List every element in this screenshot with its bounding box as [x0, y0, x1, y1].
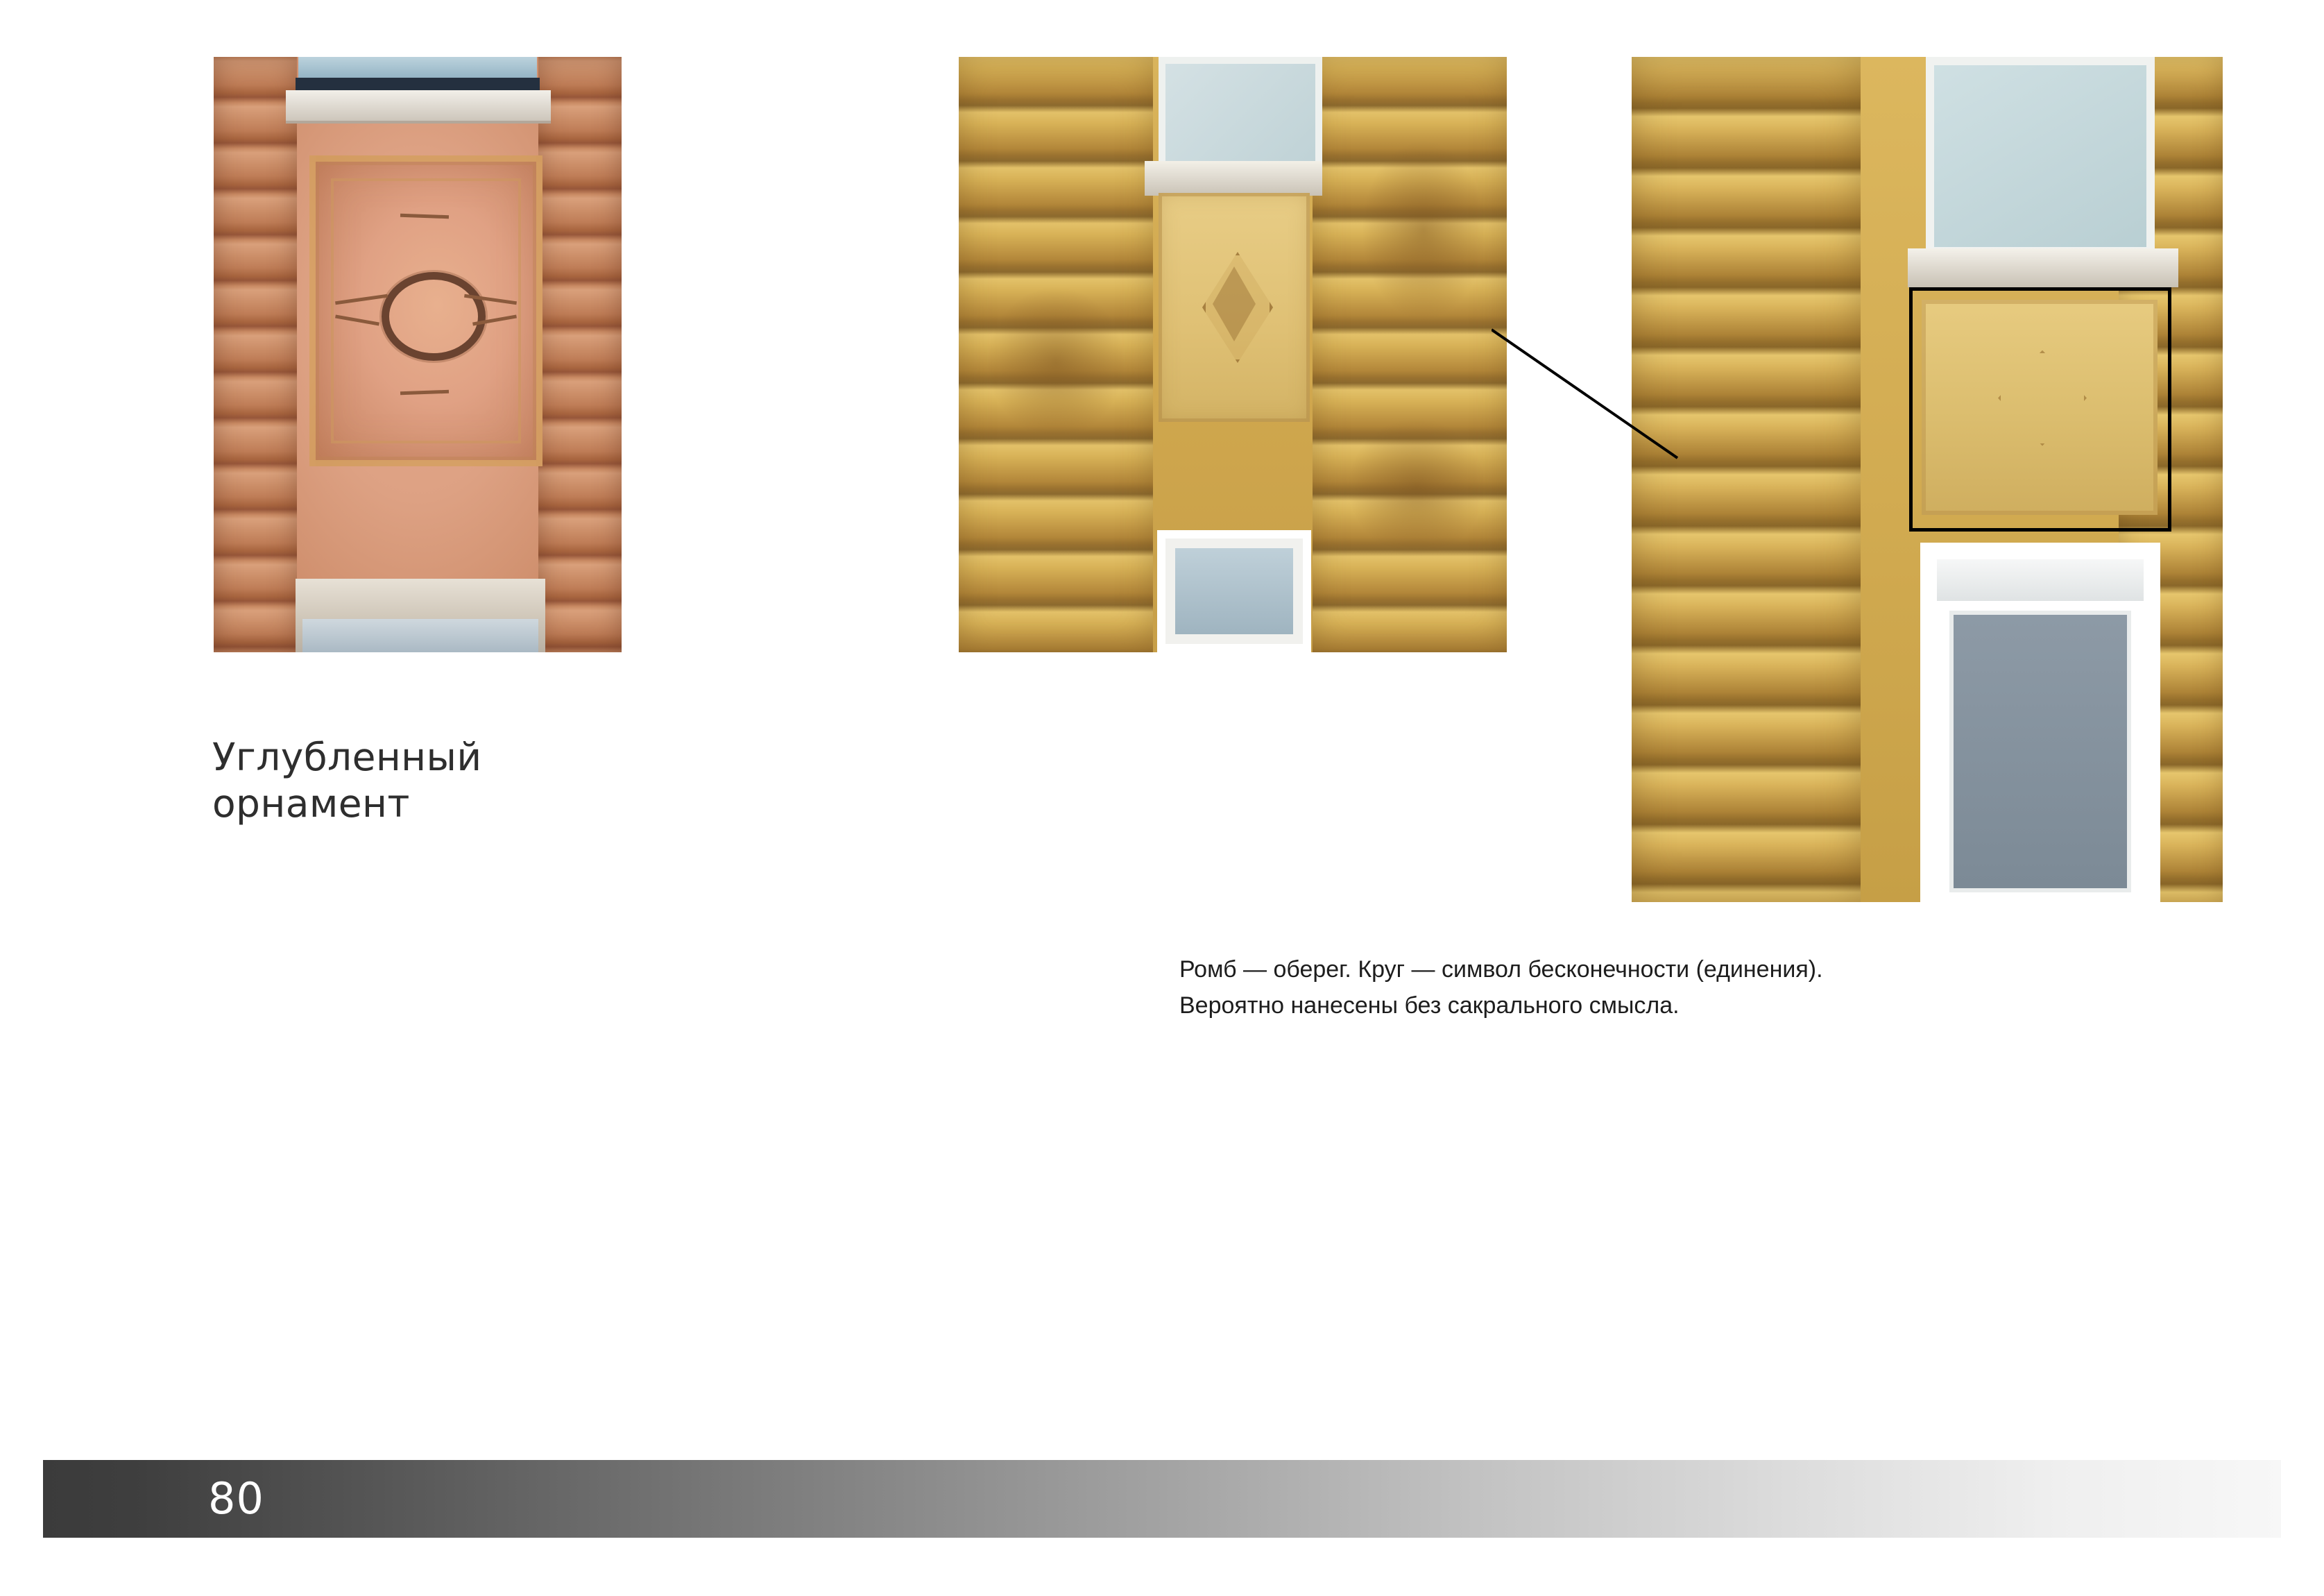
ornament-panel	[309, 155, 542, 466]
weathering-stain	[986, 286, 1125, 439]
page-title	[212, 734, 482, 827]
upper-window	[1926, 57, 2155, 255]
lower-window-glass	[302, 619, 538, 652]
figure-diamond-ornament	[959, 57, 1507, 652]
footer-gradient-bar	[43, 1460, 2281, 1538]
window-sill	[1908, 248, 2178, 287]
upper-window	[1159, 57, 1322, 175]
upper-window-glass	[298, 57, 537, 80]
rustication-corner-left	[1632, 57, 1861, 902]
figure-recessed-circle-ornament	[214, 57, 622, 652]
weathering-stain	[1347, 418, 1486, 557]
page-title-line-1: Углубленный	[212, 735, 482, 779]
upper-window-sill	[286, 90, 551, 124]
figure-building-corner-overview	[1632, 57, 2223, 902]
lower-window	[1157, 530, 1311, 652]
lower-window	[1920, 543, 2160, 902]
rustication-left	[214, 57, 297, 652]
page-title-line-2: орнамент	[212, 781, 410, 826]
figure-caption: Ромб — оберег. Круг — символ бесконечности (единения). Вероятно нанесены без сакрального смысла.	[1179, 956, 1823, 1019]
lower-window-glass	[1949, 611, 2131, 892]
highlight-rectangle	[1909, 287, 2171, 532]
circle-ornament-icon	[382, 272, 486, 361]
weathering-stain	[1361, 140, 1486, 321]
window-sill	[1145, 161, 1322, 196]
lower-window-transom	[1937, 559, 2144, 601]
rustication-right	[538, 57, 622, 652]
ornament-panel	[1159, 193, 1310, 422]
page-number: 80	[208, 1473, 264, 1524]
